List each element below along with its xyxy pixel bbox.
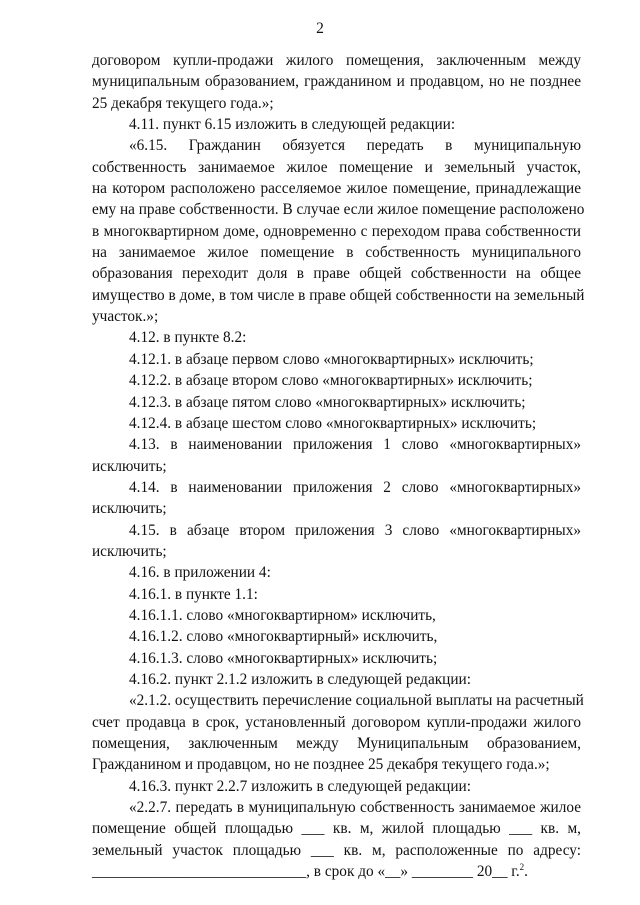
text-line-content: исключить; — [92, 457, 167, 475]
text-line-content: на котором расположено расселяемое жилое помещение, принадлежащие — [92, 180, 581, 198]
text-line — [92, 50, 581, 71]
text-line-content: 4.11. пункт 6.15 изложить в следующей редакции: — [129, 116, 456, 134]
text-line — [92, 562, 581, 583]
text-line — [92, 263, 581, 284]
text-line-content: Гражданином и продавцом, но не позднее 25 декабря текущего года.»; — [92, 756, 550, 774]
text-line — [92, 541, 581, 562]
text-line-content: 4.16.3. пункт 2.2.7 изложить в следующей редакции: — [129, 777, 471, 795]
text-line-content: 4.12.3. в абзаце пятом слово «многоквартирных» исключить; — [129, 393, 526, 411]
text-line — [92, 498, 581, 519]
text-line — [92, 93, 581, 114]
text-line-content: в многоквартирном доме, одновременно с переходом права собственности — [92, 222, 581, 240]
text-line-content: договором купли-продажи жилого помещения, заключенным между — [92, 52, 581, 69]
text-line-content: 4.12.1. в абзаце первом слово «многоквартирных» исключить; — [129, 350, 534, 368]
page-number: 2 — [316, 20, 324, 37]
text-line — [92, 520, 581, 541]
footnote-marker: 2 — [519, 862, 525, 873]
text-line — [92, 626, 581, 647]
text-line-content: счет продавца в срок, установленный договором купли-продажи жилого — [92, 713, 581, 731]
text-line — [92, 392, 581, 413]
text-line-content: 4.14. в наименовании приложения 2 слово «многоквартирных» — [129, 478, 581, 496]
text-line-content: «2.2.7. передать в муниципальную собственность занимаемое жилое — [129, 799, 581, 817]
text-line-content: 4.12.2. в абзаце втором слово «многоквартирных» исключить; — [129, 372, 533, 390]
text-line — [92, 797, 581, 818]
text-line — [92, 648, 581, 669]
text-line-content: помещения, заключенным между Муниципальным образованием, — [92, 735, 581, 752]
text-line — [92, 605, 581, 626]
text-line — [92, 285, 585, 306]
text-line — [92, 199, 585, 220]
text-line — [92, 114, 581, 135]
text-line-content: 25 декабря текущего года.»; — [92, 94, 274, 112]
text-line-content: «2.1.2. осуществить перечисление социальной выплаты на расчетный — [129, 692, 584, 710]
text-line-content: ему на праве собственности. В случае если жилое помещение расположено — [92, 201, 585, 219]
text-line-content: собственность занимаемое жилое помещение и земельный участок, — [92, 158, 581, 176]
text-line — [92, 221, 581, 242]
text-line-content: земельный участок площадью ___ кв. м, расположенные по адресу: — [92, 841, 581, 859]
text-line-content: 4.16. в приложении 4: — [129, 564, 271, 582]
text-line — [92, 327, 581, 348]
text-line — [92, 178, 581, 199]
text-line-content: 4.16.2. пункт 2.1.2 изложить в следующей редакции: — [129, 670, 471, 688]
text-line-content: муниципальным образованием, гражданином и продавцом, но не позднее — [92, 73, 581, 91]
text-line — [92, 456, 581, 477]
text-line-content: 4.16.1. в пункте 1.1: — [129, 585, 258, 603]
text-line-content: «6.15. Гражданин обязуется передать в муниципальную — [129, 137, 581, 155]
text-line-content: образования переходит доля в праве общей собственности на общее — [92, 265, 581, 283]
text-line — [92, 434, 581, 455]
text-line — [92, 135, 581, 156]
text-line — [92, 584, 581, 605]
text-line-content: 4.16.1.3. слово «многоквартирных» исключить; — [129, 649, 438, 667]
text-line-content: 4.15. в абзаце втором приложения 3 слово «многоквартирных» — [129, 521, 581, 539]
text-line-content: 4.13. в наименовании приложения 1 слово «многоквартирных» — [129, 436, 581, 454]
text-line-content: 4.16.1.1. слово «многоквартирном» исключить, — [129, 606, 436, 624]
text-line-content: исключить; — [92, 500, 167, 518]
text-line-content: имущество в доме, в том числе в праве общей собственности на земельный — [92, 286, 585, 304]
text-line — [92, 733, 581, 754]
document-body — [92, 50, 585, 882]
text-line — [92, 477, 581, 498]
text-line — [92, 818, 581, 839]
text-line-content: 4.12.4. в абзаце шестом слово «многоквартирных» исключить; — [129, 414, 537, 432]
text-line — [92, 840, 581, 861]
text-line — [92, 157, 581, 178]
text-line — [92, 413, 581, 434]
text-line-content: помещение общей площадью ___ кв. м, жилой площадью ___ кв. м, — [92, 820, 581, 838]
text-line — [92, 349, 581, 370]
text-line-content: участок.»; — [92, 308, 159, 326]
text-line — [92, 776, 581, 797]
text-line — [92, 861, 581, 882]
text-line — [92, 306, 581, 327]
text-line — [92, 71, 581, 92]
text-line — [92, 690, 584, 711]
text-line — [92, 669, 581, 690]
text-line — [92, 370, 581, 391]
text-line — [92, 712, 581, 733]
text-line — [92, 754, 581, 775]
text-line-content: 4.12. в пункте 8.2: — [129, 329, 247, 347]
text-line-tail: . — [524, 863, 528, 881]
text-line-content: исключить; — [92, 542, 167, 560]
text-line — [92, 242, 581, 263]
text-line-content: ____________________________, в срок до «__» ________ 20__ г. — [92, 863, 520, 881]
text-line-content: на занимаемое жилое помещение в собственность муниципального — [92, 244, 581, 262]
text-line-content: 4.16.1.2. слово «многоквартирный» исключить, — [129, 628, 438, 646]
